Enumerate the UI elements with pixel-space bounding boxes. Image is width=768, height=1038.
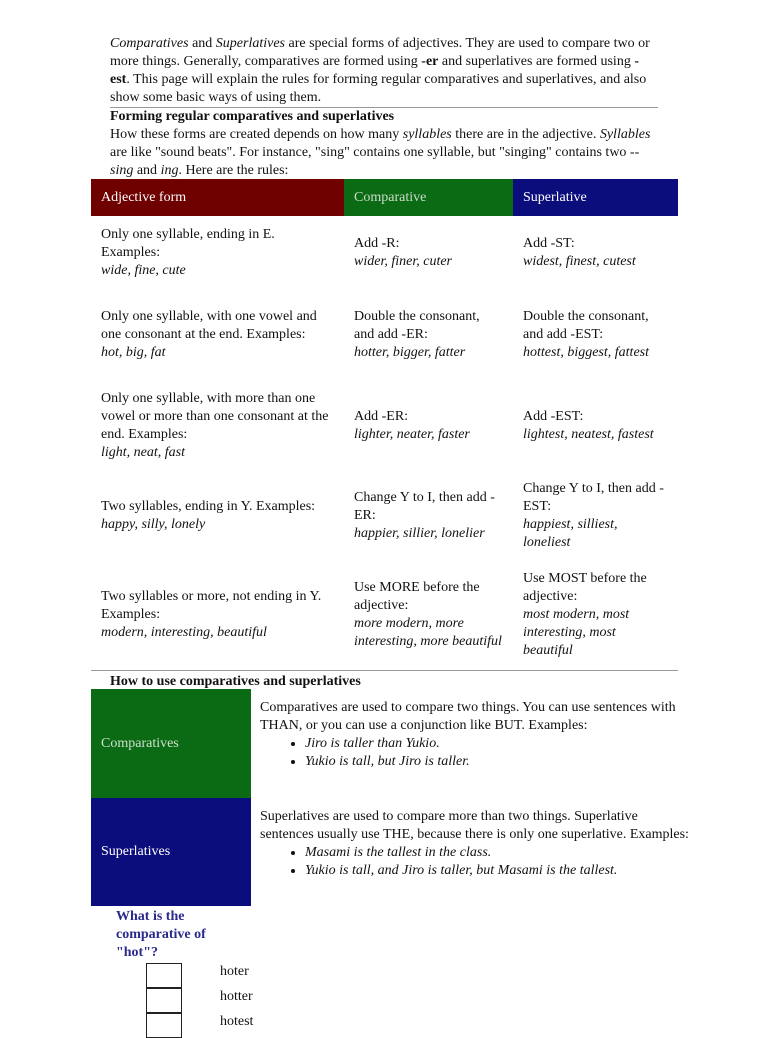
header-adjective-form: Adjective form	[91, 179, 344, 216]
term-comparatives: Comparatives	[110, 36, 189, 51]
form-cell: Two syllables or more, not ending in Y. Examples: modern, interesting, beautiful	[101, 588, 322, 640]
usage-text-superlatives: Superlatives are used to compare more than two things. Superlative sentences usually use THE, because there is only one superlative. Examples: • Masami is the tallest in the class. • Yukio is tall, and Jiro is taller, but Masami is the tallest.	[251, 798, 698, 906]
usage-heading: How to use comparatives and superlatives	[110, 674, 361, 689]
forming-heading: Forming regular comparatives and superlatives	[110, 109, 395, 124]
usage-text-comparatives: Comparatives are used to compare two things. You can use sentences with THAN, or you can use a conjunction like BUT. Examples: • Jiro is taller than Yukio. • Yukio is tall, but Jiro is taller.	[251, 689, 698, 798]
usage-label-superlatives: Superlatives	[91, 798, 251, 906]
comparative-cell: Add -R: wider, finer, cuter	[354, 236, 452, 269]
usage-row-comparatives	[91, 689, 698, 798]
superlative-cell: Add -EST: lightest, neatest, fastest	[523, 409, 654, 442]
superlative-cell: Add -ST: widest, finest, cutest	[523, 236, 636, 269]
superlative-examples	[260, 844, 690, 880]
list-item: • Yukio is tall, but Jiro is taller.	[305, 753, 690, 771]
option-label-hoter[interactable]: hoter	[220, 964, 249, 979]
table-row	[91, 290, 678, 380]
list-item: • Jiro is taller than Yukio.	[305, 735, 690, 753]
intro-paragraph: Comparatives and Superlatives are special forms of adjectives. They are used to compare two or more things. Generally, comparatives are formed using -er and superlatives are formed using -est. This page will explain the rules for forming regular comparatives and superlatives, and also show some basic ways of using them.	[110, 36, 650, 105]
list-item: • Masami is the tallest in the class.	[305, 844, 690, 862]
header-comparative: Comparative	[344, 179, 513, 216]
usage-row-superlatives	[91, 798, 698, 906]
table-row	[91, 472, 678, 560]
suffix-est: -est	[110, 54, 639, 87]
list-item: • Yukio is tall, and Jiro is taller, but Masami is the tallest.	[305, 862, 690, 880]
option-checkbox-hotest[interactable]	[146, 1013, 182, 1038]
option-label-hotter[interactable]: hotter	[220, 989, 253, 1004]
table-row	[91, 216, 678, 290]
forming-paragraph: How these forms are created depends on how many syllables there are in the adjective. Syllables are like "sound beats". For instance, "sing" contains one syllable, but "singing" contains two -- sing and ing. Here are the rules:	[110, 127, 651, 178]
form-cell: Only one syllable, with one vowel and one consonant at the end. Examples: hot, big, fat	[101, 309, 317, 360]
rules-table	[91, 179, 678, 669]
table-header-row	[91, 179, 678, 216]
comparative-examples	[260, 735, 690, 771]
comparative-cell: Use MORE before the adjective: more modern, more interesting, more beautiful	[354, 579, 502, 649]
superlative-cell: Use MOST before the adjective: most modern, most interesting, most beautiful	[523, 570, 647, 658]
usage-table	[91, 689, 698, 906]
comparative-cell: Add -ER: lighter, neater, faster	[354, 409, 470, 442]
quiz-question: What is the comparative of "hot"?	[116, 909, 206, 960]
form-cell: Only one syllable, with more than one vowel or more than one consonant at the end. Examples: light, neat, fast	[101, 391, 329, 460]
option-label-hotest[interactable]: hotest	[220, 1014, 254, 1029]
form-cell: Two syllables, ending in Y. Examples: happy, silly, lonely	[101, 499, 316, 532]
superlative-cell: Change Y to I, then add -EST: happiest, silliest, loneliest	[523, 481, 664, 550]
suffix-er: -er	[421, 54, 439, 69]
comparative-cell: Change Y to I, then add -ER: happier, sillier, lonelier	[354, 490, 495, 541]
term-superlatives: Superlatives	[215, 36, 285, 51]
option-checkbox-hotter[interactable]	[146, 988, 182, 1013]
table-row	[91, 380, 678, 472]
usage-label-comparatives: Comparatives	[91, 689, 251, 798]
superlative-cell: Double the consonant, and add -EST: hottest, biggest, fattest	[523, 309, 649, 360]
table-row	[91, 560, 678, 669]
option-checkbox-hoter[interactable]	[146, 963, 182, 988]
header-superlative: Superlative	[513, 179, 678, 216]
form-cell: Only one syllable, ending in E. Examples: wide, fine, cute	[101, 227, 275, 278]
comparative-cell: Double the consonant, and add -ER: hotter, bigger, fatter	[354, 309, 480, 360]
divider	[91, 670, 678, 671]
